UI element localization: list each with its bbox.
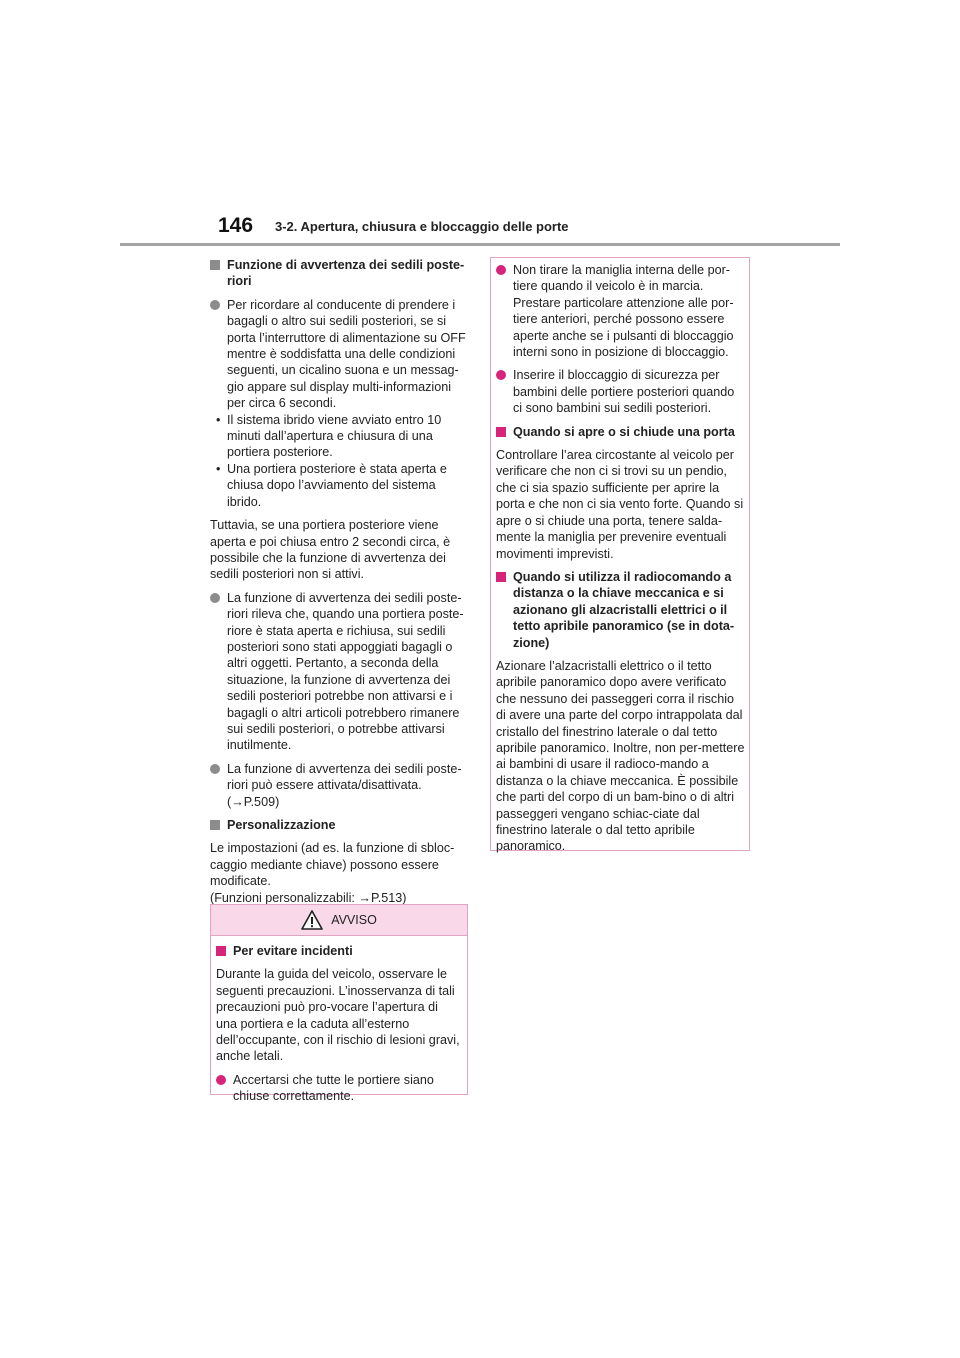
bullet-item: Accertarsi che tutte le portiere siano chiuse correttamente. bbox=[216, 1072, 462, 1105]
paragraph: Tuttavia, se una portiera posteriore viene aperta e poi chiusa entro 2 secondi circa, è possibile che la funzione di avvertenza dei sedili posteriori non si attivi. bbox=[210, 518, 451, 582]
square-bullet-icon bbox=[210, 820, 220, 830]
square-bullet-icon bbox=[496, 427, 506, 437]
warning-body bbox=[211, 936, 467, 1105]
sub-item: • Una portiera posteriore è stata aperta e chiusa dopo l’avviamento del sistema ibrido. bbox=[216, 461, 447, 509]
warning-title: AVVISO bbox=[331, 913, 377, 927]
section-heading: Personalizzazione bbox=[210, 817, 469, 833]
paragraph: (Funzioni personalizzabili: →P.513) bbox=[210, 890, 407, 905]
section-heading: Quando si utilizza il radiocomando a distanza o la chiave meccanica e si azionano gli alzacristalli elettrici o il tetto apribile panoramico (se in dota-zione) bbox=[496, 569, 746, 651]
warning-heading: Per evitare incidenti bbox=[216, 943, 462, 959]
bullet-item: La funzione di avvertenza dei sedili poste-riori può essere attivata/disattivata. (→P.509) bbox=[210, 761, 469, 810]
paragraph: Le impostazioni (ad es. la funzione di sbloc-caggio mediante chiave) possono essere modificate. bbox=[210, 841, 455, 889]
bullet-item: Per ricordare al conducente di prendere i bagagli o altro sui sedili posteriori, se si porta l’interruttore di alimentazione su OFF mentre è soddisfatta una delle condizioni seguenti, un cicalino suona e un messag-gio appare sul display multi-informazioni per circa 6 secondi. bbox=[210, 297, 469, 412]
bullet-item: Non tirare la maniglia interna delle por-tiere quando il veicolo è in marcia. Prestare particolare attenzione alle por-tiere anteriori, perché possono essere aperte anche se i pulsanti di bloccaggio interni sono in posizione di bloccaggio. bbox=[496, 262, 746, 360]
warning-triangle-icon bbox=[301, 910, 323, 930]
dot-marker-icon: • bbox=[216, 461, 221, 476]
sub-list bbox=[210, 412, 469, 510]
header-rule bbox=[120, 243, 840, 246]
circle-bullet-icon bbox=[216, 1075, 226, 1085]
circle-bullet-icon bbox=[210, 764, 220, 774]
chapter-title: 3-2. Apertura, chiusura e bloccaggio delle porte bbox=[275, 219, 569, 234]
dot-marker-icon: • bbox=[216, 412, 221, 427]
warning-header bbox=[211, 905, 467, 936]
circle-bullet-icon bbox=[496, 370, 506, 380]
bullet-item: Inserire il bloccaggio di sicurezza per bambini delle portiere posteriori quando ci sono bambini sui sedili posteriori. bbox=[496, 367, 746, 416]
sub-item: • Il sistema ibrido viene avviato entro 10 minuti dall’apertura e chiusura di una portiera posteriore. bbox=[216, 412, 442, 460]
paragraph: Azionare l’alzacristalli elettrico o il tetto apribile panoramico dopo avere verificato che nessuno dei passeggeri corra il rischio di avere una parte del corpo intrappolata dal cristallo del finestrino laterale o dal tetto apribile panoramico. Inoltre, non per-mettere ai bambini di usare il radioco-mando a distanza o la chiave meccanica. È possibile che parti del corpo di un bam-bino o di altri passeggeri vengano schiac-ciate dal finestrino laterale o dal tetto apribile panoramico. bbox=[496, 658, 745, 854]
circle-bullet-icon bbox=[210, 593, 220, 603]
right-column bbox=[496, 262, 746, 862]
square-bullet-icon bbox=[496, 572, 506, 582]
section-heading: Funzione di avvertenza dei sedili poste-riori bbox=[210, 257, 469, 290]
page-number: 146 bbox=[218, 214, 254, 237]
square-bullet-icon bbox=[216, 946, 226, 956]
paragraph: Durante la guida del veicolo, osservare le seguenti precauzioni. L’inosservanza di tali precauzioni può pro-vocare l’apertura di una portiera e la caduta all’esterno dell’occupante, con il rischio di lesioni gravi, anche letali. bbox=[216, 967, 460, 1064]
circle-bullet-icon bbox=[496, 265, 506, 275]
paragraph: Controllare l’area circostante al veicolo per verificare che non ci si trovi su un pendio, che ci sia spazio sufficiente per aprire la porta e che non ci sia vento forte. Quando si apre o si chiude una porta, tenere salda-mente la maniglia per prevenire eventuali movimenti imprevisti. bbox=[496, 448, 744, 561]
circle-bullet-icon bbox=[210, 300, 220, 310]
square-bullet-icon bbox=[210, 260, 220, 270]
bullet-item: La funzione di avvertenza dei sedili poste-riori rileva che, quando una portiera poste-riore è stata aperta e richiusa, sui sedili posteriori sono stati appoggiati bagagli o altri oggetti. Pertanto, a seconda della situazione, la funzione di avvertenza dei sedili posteriori potrebbe non attivarsi e i bagagli o altri articoli potrebbero rimanere sui sedili posteriori, o potrebbe attivarsi inutilmente. bbox=[210, 590, 469, 754]
warning-box bbox=[210, 904, 468, 1104]
section-heading: Quando si apre o si chiude una porta bbox=[496, 424, 746, 440]
left-column bbox=[210, 257, 469, 913]
